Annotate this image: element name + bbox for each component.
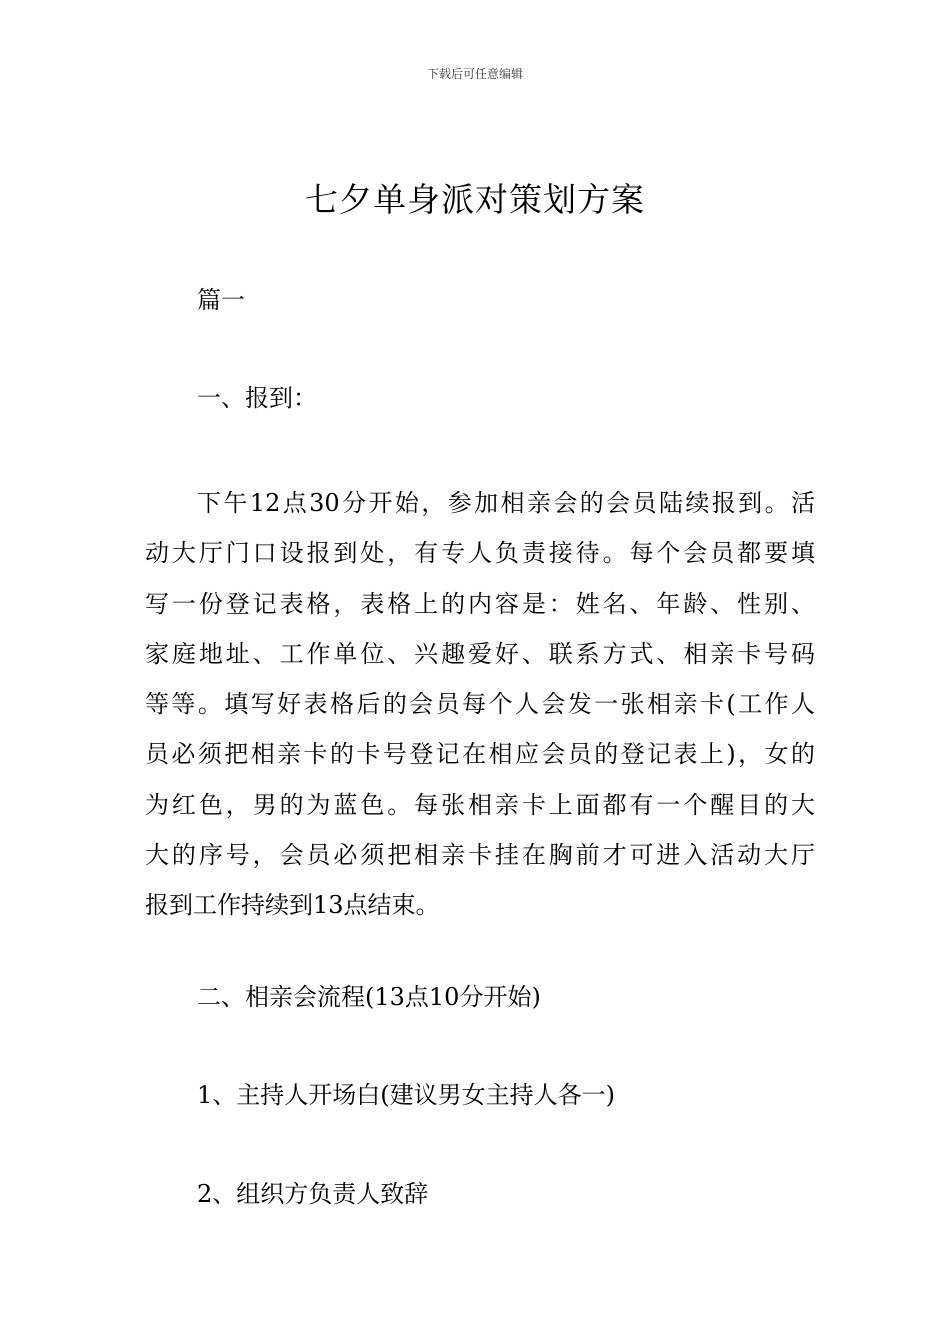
paragraph-line: 写一份登记表格，表格上的内容是：姓名、年龄、性别、 (145, 589, 815, 618)
part-label: 篇一 (197, 286, 245, 314)
paragraph-line: 下午12点30分开始，参加相亲会的会员陆续报到。活 (197, 489, 815, 517)
section-heading-registration: 一、报到： (197, 384, 317, 412)
paragraph-line: 报到工作持续到13点结束。 (145, 891, 440, 920)
registration-paragraph (145, 478, 815, 931)
process-item-2: 2、组织方负责人致辞 (197, 1180, 429, 1208)
paragraph-line: 家庭地址、工作单位、兴趣爱好、联系方式、相亲卡号码 (145, 639, 815, 668)
paragraph-line: 为红色，男的为蓝色。每张相亲卡上面都有一个醒目的大 (145, 790, 815, 819)
paragraph-line: 员必须把相亲卡的卡号登记在相应会员的登记表上)，女的 (145, 740, 815, 769)
paragraph-line: 大的序号，会员必须把相亲卡挂在胸前才可进入活动大厅 (145, 841, 815, 870)
paragraph-line: 动大厅门口设报到处，有专人负责接待。每个会员都要填 (145, 539, 815, 568)
document-title: 七夕单身派对策划方案 (305, 180, 645, 219)
paragraph-line: 等等。填写好表格后的会员每个人会发一张相亲卡(工作人 (145, 690, 815, 719)
process-item-1: 1、主持人开场白(建议男女主持人各一) (197, 1081, 615, 1109)
page-header-note: 下载后可任意编辑 (426, 67, 523, 81)
section-heading-process: 二、相亲会流程(13点10分开始) (197, 983, 541, 1011)
